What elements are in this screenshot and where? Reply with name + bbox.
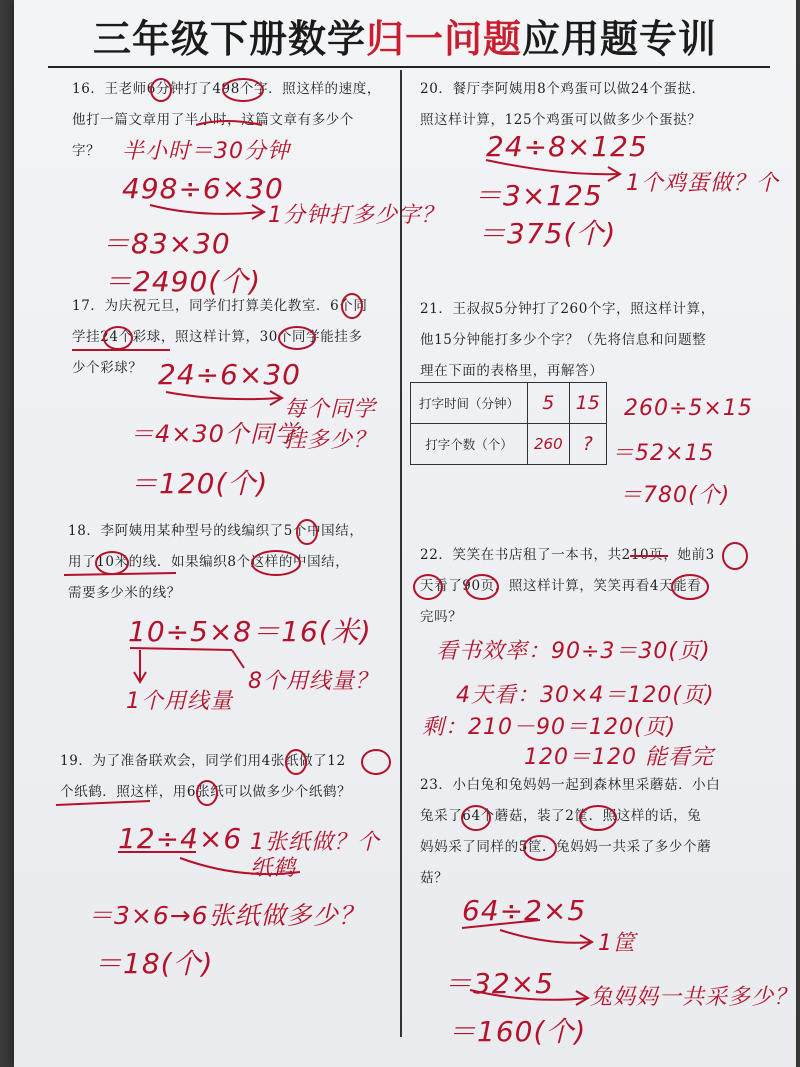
q23-line: 23．小白兔和兔妈妈一起到森林里采蘑菇．小白 — [420, 777, 721, 793]
q21-info-table — [410, 382, 607, 465]
q22-work-line: 剩：210－90＝120(页) — [422, 715, 677, 740]
q21-line: 理在下面的表格里，再解答） — [420, 363, 604, 379]
q23-line: 菇？ — [420, 870, 449, 886]
question-23 — [420, 770, 770, 894]
q18-work-line: 10÷5×8＝16(米) — [128, 615, 372, 648]
q18-note: 8个用线量？ — [248, 669, 378, 694]
q17-line: 17．为庆祝元旦，同学们打算美化教室．6个同 — [72, 298, 368, 314]
q22-line: 完吗？ — [420, 609, 463, 625]
table-cell: 打字个数（个） — [411, 424, 528, 465]
q23-work-line: 64÷2×5 — [462, 894, 587, 927]
question-21 — [420, 294, 760, 387]
q21-line: 21．王叔叔5分钟打了260个字，照这样计算， — [420, 301, 715, 317]
title-highlight: 归一问题 — [365, 17, 522, 61]
q17-work-line: 24÷6×30 — [158, 358, 301, 391]
q22-line: 天看了90页，照这样计算，笑笑再看4天能看 — [420, 578, 702, 594]
q20-line: 20．餐厅李阿姨用8个鸡蛋可以做24个蛋挞． — [420, 81, 706, 97]
q20-work-line: 24÷8×125 — [486, 130, 648, 163]
q23-work-line: ＝32×5 — [444, 967, 554, 1000]
q20-work-line: ＝375(个) — [478, 217, 617, 250]
q19-line: 个纸鹤．照这样，用6张纸可以做多少个纸鹤？ — [60, 784, 352, 800]
q18-line: 需要多少米的线？ — [68, 585, 181, 601]
q16-line: 他打一篇文章用了半小时，这篇文章有多少个 — [72, 112, 354, 128]
q16-line: 字？ — [72, 143, 101, 159]
q16-line: 16．王老师6分钟打了498个字．照这样的速度， — [72, 81, 381, 97]
q21-work-line: 260÷5×15 — [624, 396, 753, 421]
q22-line: 22．笑笑在书店租了一本书，共210页，她前3 — [420, 547, 715, 563]
q21-work-line: ＝52×15 — [612, 441, 715, 466]
table-cell: 5 — [528, 383, 570, 424]
question-18 — [68, 516, 398, 609]
q16-note: 1分钟打多少字？ — [268, 203, 444, 228]
table-cell: ? — [569, 424, 606, 465]
q21-line: 他15分钟能打多少个字？（先将信息和问题整 — [420, 332, 707, 348]
q19-line: 19．为了准备联欢会，同学们用4张纸做了12 — [60, 753, 346, 769]
q23-note: 兔妈妈一共采多少？ — [590, 985, 798, 1010]
q17-work-line: ＝120(个) — [130, 467, 269, 500]
q18-note: 1个用线量 — [126, 689, 233, 714]
q19-work-line: ＝3×6→6张纸做多少？ — [88, 901, 365, 930]
q16-work-line: 498÷6×30 — [122, 172, 284, 205]
table-cell: 260 — [528, 424, 570, 465]
q19-work-line: ＝18(个) — [94, 947, 214, 980]
question-22 — [420, 540, 760, 633]
title-text-2: 应用题专训 — [522, 17, 718, 61]
q20-line: 照这样计算，125个鸡蛋可以做多少个蛋挞？ — [420, 112, 702, 128]
q16-work-line: 半小时＝30分钟 — [122, 139, 290, 164]
table-cell: 15 — [569, 383, 606, 424]
table-row — [411, 424, 607, 465]
q17-note: 每个同学挂多少？ — [284, 397, 377, 453]
q16-work-line: ＝83×30 — [102, 227, 231, 260]
q17-work-line: ＝4×30个同学 — [130, 420, 300, 448]
q20-note: 1个鸡蛋做？个 — [626, 171, 779, 196]
q23-note: 1筐 — [598, 931, 636, 956]
q22-work-line: 4天看：30×4＝120(页) — [456, 683, 715, 708]
table-cell: 打字时间（分钟） — [411, 383, 528, 424]
q19-work-line: 12÷4×6 — [118, 822, 243, 855]
q18-line: 18．李阿姨用某种型号的线编织了5个中国结， — [68, 523, 364, 539]
q17-line: 学挂24个彩球，照这样计算，30个同学能挂多 — [72, 329, 363, 345]
q23-line: 兔采了64个蘑菇，装了2筐．照这样的话，兔 — [420, 808, 702, 824]
table-row — [411, 383, 607, 424]
q23-line: 妈妈采了同样的5筐．兔妈妈一共采了多少个蘑 — [420, 839, 712, 855]
q18-line: 用了10米的线．如果编织8个这样的中国结， — [68, 554, 350, 570]
q21-work-line: ＝780(个) — [620, 483, 731, 508]
title-text-1: 三年级下册数学 — [92, 17, 366, 61]
q22-work-line: 看书效率：90÷3＝30(页) — [436, 639, 711, 664]
q16-work-line: ＝2490(个) — [104, 265, 262, 298]
question-20 — [420, 74, 760, 136]
q23-work-line: ＝160(个) — [448, 1015, 587, 1048]
q22-work-line: 120＝120 能看完 — [524, 745, 714, 770]
q17-line: 少个彩球？ — [72, 360, 143, 376]
q20-work-line: ＝3×125 — [474, 179, 603, 212]
page-title — [14, 8, 796, 63]
q19-note: 1张纸做？个纸鹤 — [250, 830, 380, 881]
title-rule — [48, 66, 770, 68]
question-19 — [60, 746, 395, 808]
